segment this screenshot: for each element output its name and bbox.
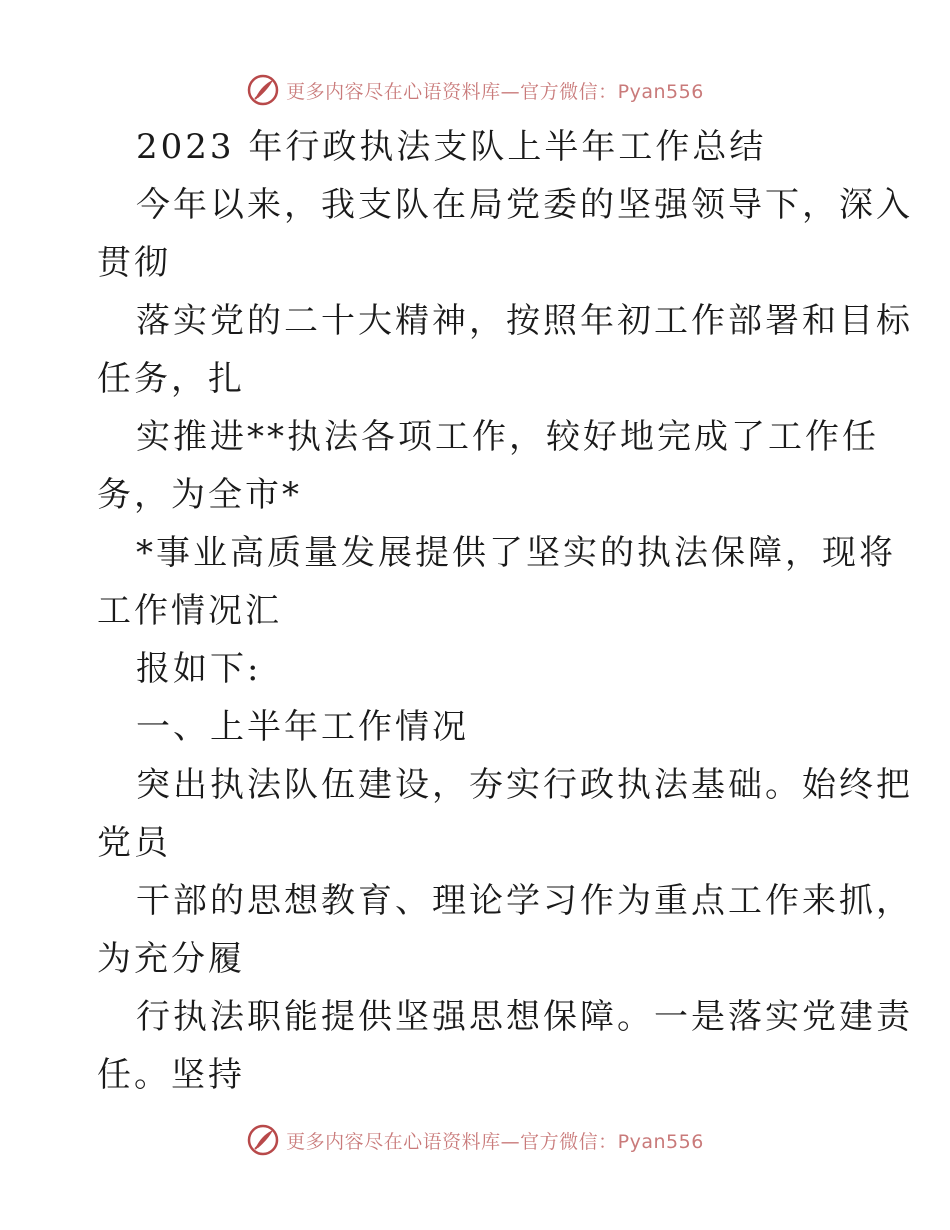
paragraph-line: 落实党的二十大精神，按照年初工作部署和目标 [136, 301, 913, 341]
paragraph-line: 任务，扎 [97, 359, 245, 399]
paragraph-line: 实推进**执法各项工作，较好地完成了工作任 [136, 417, 879, 457]
paragraph-line: 突出执法队伍建设，夯实行政执法基础。始终把 [136, 765, 913, 805]
paragraph-line: 今年以来，我支队在局党委的坚强领导下，深入 [136, 185, 913, 225]
feather-pen-circle-logo-icon [246, 73, 280, 107]
paragraph-line: 报如下: [136, 649, 262, 689]
paragraph-line: 为充分履 [97, 939, 245, 979]
paragraph-line: 工作情况汇 [97, 591, 282, 631]
paragraph-line: 务，为全市* [97, 475, 302, 515]
section-heading: 一、上半年工作情况 [136, 707, 469, 747]
paragraph-line: 党员 [97, 823, 171, 863]
footer-watermark [0, 1120, 950, 1160]
header-watermark [0, 70, 950, 110]
paragraph-line: 任。坚持 [97, 1055, 245, 1095]
document-title: 2023 年行政执法支队上半年工作总结 [136, 127, 767, 167]
footer-watermark-text: 更多内容尽在心语资料库—官方微信：Pyan556 [286, 1130, 704, 1153]
feather-pen-circle-logo-icon [246, 1123, 280, 1157]
paragraph-line: 贯彻 [97, 243, 171, 283]
paragraph-line: 行执法职能提供坚强思想保障。一是落实党建责 [136, 997, 913, 1037]
header-watermark-text: 更多内容尽在心语资料库—官方微信：Pyan556 [286, 80, 704, 103]
paragraph-line: 干部的思想教育、理论学习作为重点工作来抓， [136, 881, 913, 921]
paragraph-line: *事业高质量发展提供了坚实的执法保障，现将 [136, 533, 896, 573]
